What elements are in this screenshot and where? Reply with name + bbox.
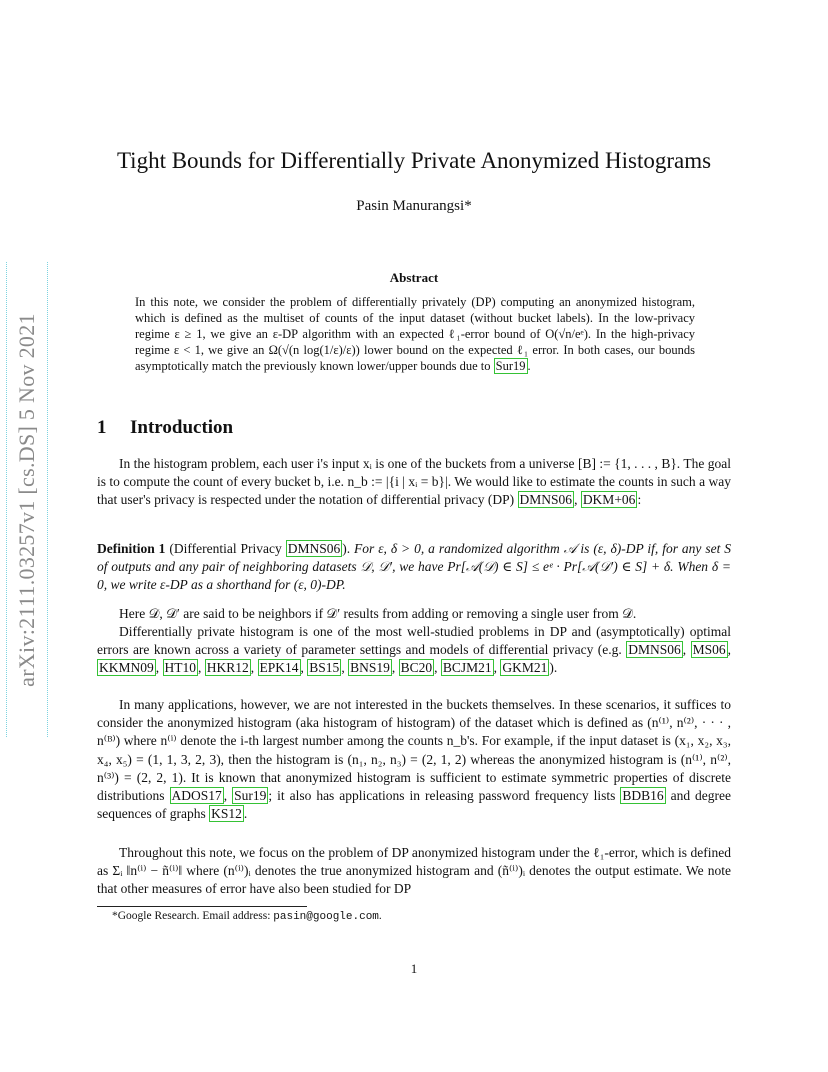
abstract-end: . (527, 359, 531, 373)
citation-link[interactable]: MS06 (692, 642, 726, 658)
citation-link[interactable]: GKM21 (502, 660, 548, 676)
footnote-end: . (378, 910, 382, 922)
definition-name-close: ). (342, 541, 351, 556)
author-email: pasin@google.com (273, 911, 379, 923)
paragraph-text: Throughout this note, we focus on the problem of DP anonymized histogram under the ℓ₁-error, which is defined as Σᵢ ‖n⁽ⁱ⁾ − ñ⁽ⁱ⁾‖ where (n⁽ⁱ⁾)ᵢ denotes the true anonymized histogram and (ñ⁽ⁱ⁾)ᵢ denotes the output estimate. We note that other measures of error have also been studied for DP (97, 845, 731, 897)
citation-link[interactable]: BNS19 (350, 660, 390, 676)
paragraph-3: Differentially private histogram is one of the most well-studied problems in DP and (asymptotically) optimal errors are known across a variety of parameter settings and models of differential privacy (e.g. DMNS06 , MS06 , KKMN09 , HT10 , HKR12 , EPK14 , BS15 , BNS19 , BC20 , BCJM21 , GKM21 ). (97, 624, 732, 676)
paragraph-2 (97, 605, 731, 623)
citation-link[interactable]: ADOS17 (171, 788, 222, 804)
definition-block (97, 540, 731, 595)
footnote-text: *Google Research. Email address: (112, 910, 271, 922)
citation-link[interactable]: HKR12 (206, 660, 249, 676)
definition-label: Definition 1 (97, 541, 166, 556)
citation-link[interactable]: BS15 (309, 660, 340, 676)
citation-link[interactable]: DMNS06 (519, 492, 573, 508)
footnote (112, 910, 712, 923)
citation-link[interactable]: DMNS06 (628, 642, 681, 658)
paragraph-text: and degree sequences of graphs (97, 788, 732, 822)
page-number: 1 (410, 961, 418, 976)
citation-link[interactable]: BDB16 (622, 788, 664, 804)
citation-link[interactable]: Sur19 (234, 788, 267, 804)
paragraph-1: In the histogram problem, each user i's input xᵢ is one of the buckets from a universe [B] := {1, . . . , B}. The goal is to compute the count of every bucket b, i.e. n_b := |{i | xᵢ = b}|. We would like to estimate the counts in such a way that user's privacy is respected under the notation of differential privacy (DP) DMNS06 , DKM+06 : (97, 456, 731, 508)
arxiv-stamp[interactable] (6, 262, 48, 737)
definition-text: For ε, δ > 0, a randomized algorithm 𝒜 is (ε, δ)-DP if, for any set S of outputs and any pair of neighboring datasets 𝒟, 𝒟′, we have Pr[𝒜(𝒟) ∈ S] ≤ eᵉ · Pr[𝒜(𝒟′) ∈ S] + δ. When δ = 0, we write ε-DP as a shorthand for (ε, 0)-DP. (97, 541, 731, 593)
abstract-body: In this note, we consider the problem of differentially privately (DP) computing an anonymized histogram, which is defined as the multiset of counts of the input dataset (without bucket labels). In the low-privacy regime ε ≥ 1, we give an ε-DP algorithm with an expected ℓ₁-error bound of O(√n/eᵉ). In the high-privacy regime ε < 1, we give an Ω(√(n log(1/ε)/ε)) lower bound on the expected ℓ₁ error. In both cases, our bounds asymptotically match the previously known lower/upper bounds due to (135, 295, 695, 373)
citation-link[interactable]: EPK14 (259, 660, 299, 676)
citation-link[interactable]: DKM+06 (582, 492, 636, 508)
paragraph-text: ; it also has applications in releasing password frequency lists (268, 788, 616, 804)
section-heading (97, 417, 733, 439)
section-number: 1 (97, 417, 107, 438)
paragraph-5 (97, 844, 731, 899)
author-name: Pasin Manurangsi* (356, 198, 472, 214)
citation-link[interactable]: HT10 (164, 660, 197, 676)
paragraph-text: Differentially private histogram is one of the most well-studied problems in DP and (asymptotically) optimal errors are known across a variety of parameter settings and models of differential privacy (e.g. (97, 624, 731, 658)
definition-name-open: (Differential Privacy (169, 541, 282, 556)
abstract-text (135, 294, 695, 374)
citation-link[interactable]: KS12 (211, 806, 242, 822)
citation-link[interactable]: Sur19 (495, 359, 526, 373)
footnote-divider (97, 906, 307, 907)
citation-link[interactable]: DMNS06 (287, 541, 341, 556)
citation-link[interactable]: KKMN09 (99, 660, 154, 676)
citation-link[interactable]: BCJM21 (442, 660, 492, 676)
arxiv-identifier[interactable]: arXiv:2111.03257v1 [cs.DS] 5 Nov 2021 (14, 312, 40, 687)
paragraph-end: . (243, 806, 248, 822)
citation-link[interactable]: BC20 (400, 660, 433, 676)
section-title: Introduction (130, 417, 234, 438)
paragraph-text: In the histogram problem, each user i's input xᵢ is one of the buckets from a universe [B] := {1, . . . , B}. The goal is to compute the count of every bucket b, i.e. n_b := |{i | xᵢ = b}|. We would like to estimate the counts in such a way that user's privacy is respected under the notation of differential privacy (DP) (97, 456, 731, 508)
abstract-heading: Abstract (389, 270, 439, 285)
paragraph-text: Here 𝒟, 𝒟′ are said to be neighbors if 𝒟′ results from adding or removing a single user from 𝒟. (119, 606, 637, 621)
paper-title: Tight Bounds for Differentially Private Anonymized Histograms (116, 148, 712, 173)
paragraph-end: ). (549, 660, 558, 676)
paragraph-text: In many applications, however, we are not interested in the buckets themselves. In these scenarios, it suffices to consider the anonymized histogram (aka histogram of histogram) of the dataset which is defined as (n⁽¹⁾, n⁽²⁾, · · · , n⁽ᴮ⁾) where n⁽ⁱ⁾ denote the i-th largest number among the counts n_b's. For example, if the input dataset is (x₁, x₂, x₃, x₄, x₅) = (1, 1, 3, 2, 3), then the histogram is (n₁, n₂, n₃) = (2, 1, 2) whereas the anonymized histogram is (n⁽¹⁾, n⁽²⁾, n⁽³⁾) = (2, 2, 1). It is known that anonymized histogram is sufficient to estimate symmetric properties of discrete distributions (97, 697, 731, 804)
paragraph-4: In many applications, however, we are not interested in the buckets themselves. In these scenarios, it suffices to consider the anonymized histogram (aka histogram of histogram) of the dataset which is defined as (n⁽¹⁾, n⁽²⁾, · · · , n⁽ᴮ⁾) where n⁽ⁱ⁾ denote the i-th largest number among the counts n_b's. For example, if the input dataset is (x₁, x₂, x₃, x₄, x₅) = (1, 1, 3, 2, 3), then the histogram is (n₁, n₂, n₃) = (2, 1, 2) whereas the anonymized histogram is (n⁽¹⁾, n⁽²⁾, n⁽³⁾) = (2, 2, 1). It is known that anonymized histogram is sufficient to estimate symmetric properties of discrete distributions ADOS17 , Sur19 ; it also has applications in releasing password frequency lists BDB16 and degree sequences of graphs KS12 . (97, 697, 732, 822)
paragraph-end: : (637, 492, 642, 508)
